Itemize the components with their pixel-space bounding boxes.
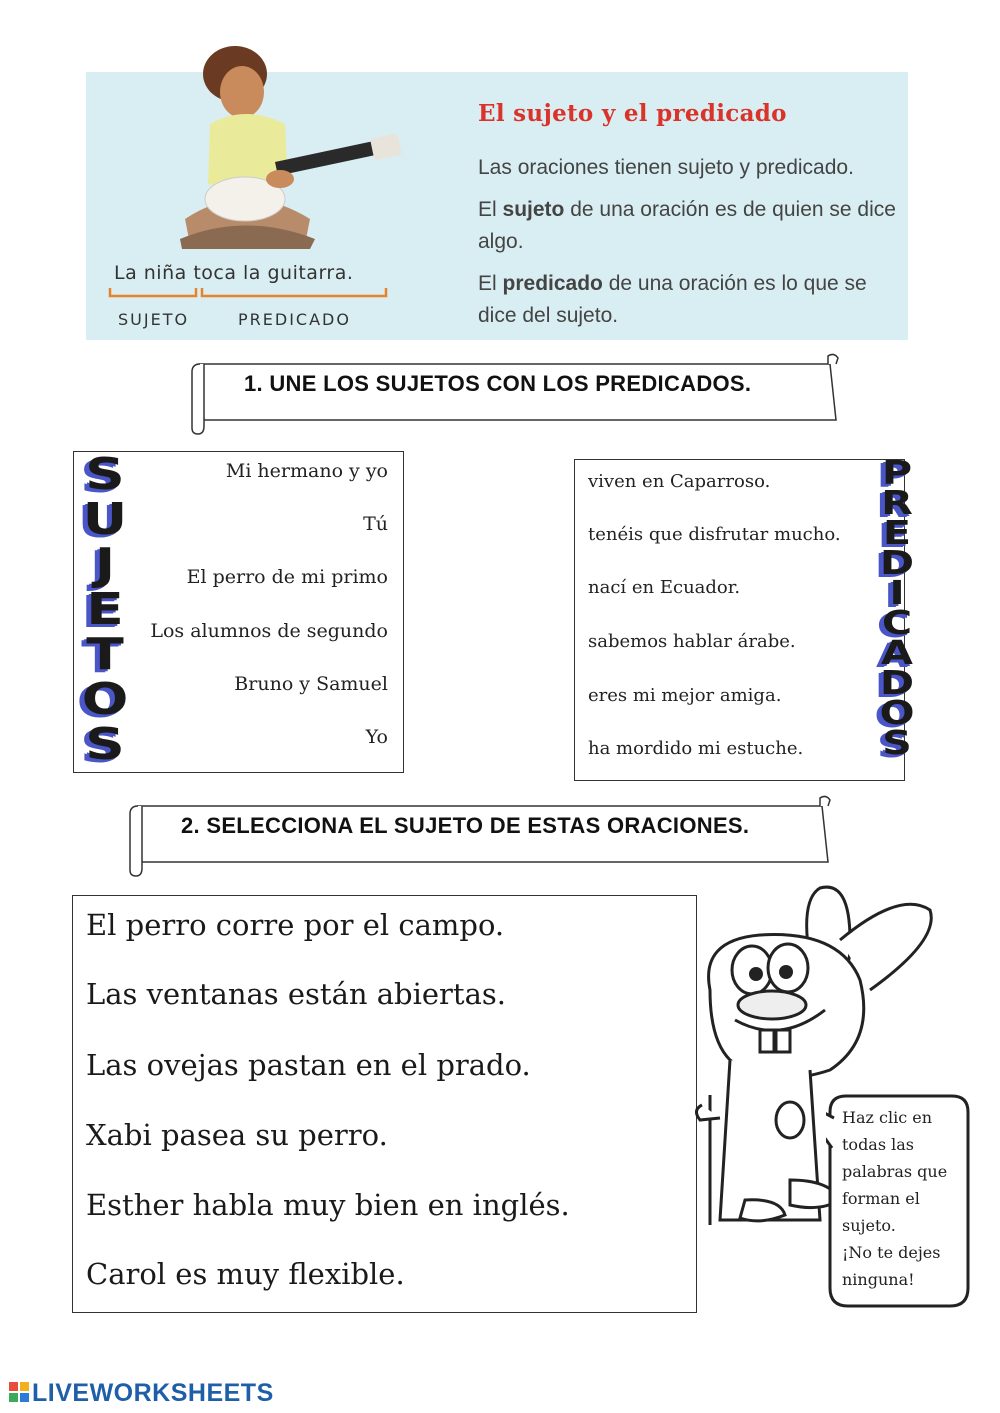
bubble-line: ¡No te dejes — [842, 1243, 941, 1262]
sentence[interactable]: Carol es muy flexible. — [86, 1257, 405, 1291]
sentence[interactable]: Las ovejas pastan en el prado. — [86, 1048, 531, 1082]
bubble-line: ninguna! — [842, 1270, 915, 1289]
vertical-letter: E — [86, 584, 124, 635]
predicate-term: predicado — [502, 272, 603, 295]
subject-item[interactable]: Mi hermano y yo — [225, 460, 388, 482]
sentence[interactable]: Xabi pasea su perro. — [86, 1118, 388, 1152]
vertical-letter: E — [882, 513, 912, 552]
subjects-vertical-word — [74, 449, 137, 770]
subject-definition: El sujeto de una oración es de quien se dice algo. — [478, 198, 896, 253]
liveworksheets-brand: LIVEWORKSHEETS — [32, 1379, 274, 1407]
vertical-letter: R — [881, 483, 913, 522]
sentence[interactable]: El perro corre por el campo. — [86, 908, 505, 942]
bubble-line: palabras que — [842, 1162, 948, 1181]
speech-bubble-text — [842, 1104, 967, 1293]
predicates-vertical-word — [866, 453, 929, 762]
vertical-letter: D — [879, 543, 915, 582]
vertical-letter: A — [881, 633, 913, 672]
predicate-label: PREDICADO — [238, 310, 351, 329]
vertical-letter: T — [86, 629, 124, 680]
vertical-letter: O — [879, 693, 915, 732]
predicate-item[interactable]: tenéis que disfrutar mucho. — [588, 524, 841, 545]
predicate-definition: El predicado de una oración es lo que se dice del sujeto. — [478, 272, 867, 327]
vertical-letter: D — [879, 663, 915, 702]
vertical-letter: J — [94, 539, 116, 590]
liveworksheets-logo-icon — [8, 1378, 32, 1406]
vertical-letter: S — [85, 449, 125, 500]
vertical-letter: P — [881, 453, 913, 492]
girl-with-guitar-image — [170, 44, 410, 254]
predicate-item[interactable]: sabemos hablar árabe. — [588, 631, 796, 652]
bubble-line: forman el — [842, 1189, 920, 1208]
subject-item[interactable]: Los alumnos de segundo — [150, 620, 388, 642]
vertical-letter: I — [889, 573, 905, 612]
exercise2-title: 2. SELECCIONA EL SUJETO DE ESTAS ORACIONES. — [181, 813, 750, 838]
subject-item[interactable]: Yo — [365, 726, 388, 748]
predicate-item[interactable]: viven en Caparroso. — [588, 471, 771, 492]
subject-item[interactable]: Bruno y Samuel — [234, 673, 388, 695]
subject-item[interactable]: El perro de mi primo — [186, 566, 388, 588]
info-title: El sujeto y el predicado — [478, 100, 787, 127]
bubble-line: todas las — [842, 1135, 915, 1154]
vertical-letter: U — [82, 494, 128, 545]
predicates-box — [574, 459, 905, 781]
subject-term: sujeto — [502, 198, 565, 221]
predicate-item[interactable]: ha mordido mi estuche. — [588, 738, 804, 759]
subject-label: SUJETO — [118, 310, 190, 329]
sentences-box — [72, 895, 697, 1313]
exercise1-title: 1. UNE LOS SUJETOS CON LOS PREDICADOS. — [244, 371, 752, 396]
vertical-letter: C — [881, 603, 913, 642]
vertical-letter: S — [882, 723, 912, 762]
sentence[interactable]: Las ventanas están abiertas. — [86, 977, 506, 1011]
bubble-line: sujeto. — [842, 1216, 896, 1235]
info-line: Las oraciones tienen sujeto y predicado. — [478, 156, 854, 179]
subject-predicate-brackets — [108, 286, 390, 302]
example-sentence: La niña toca la guitarra. — [114, 262, 354, 284]
vertical-letter: S — [85, 719, 125, 770]
bubble-line: Haz clic en — [842, 1108, 933, 1127]
subject-item[interactable]: Tú — [363, 513, 388, 535]
vertical-letter: O — [81, 674, 129, 725]
sentence[interactable]: Esther habla muy bien en inglés. — [86, 1188, 570, 1222]
predicate-item[interactable]: nací en Ecuador. — [588, 577, 741, 598]
predicate-item[interactable]: eres mi mejor amiga. — [588, 685, 782, 706]
